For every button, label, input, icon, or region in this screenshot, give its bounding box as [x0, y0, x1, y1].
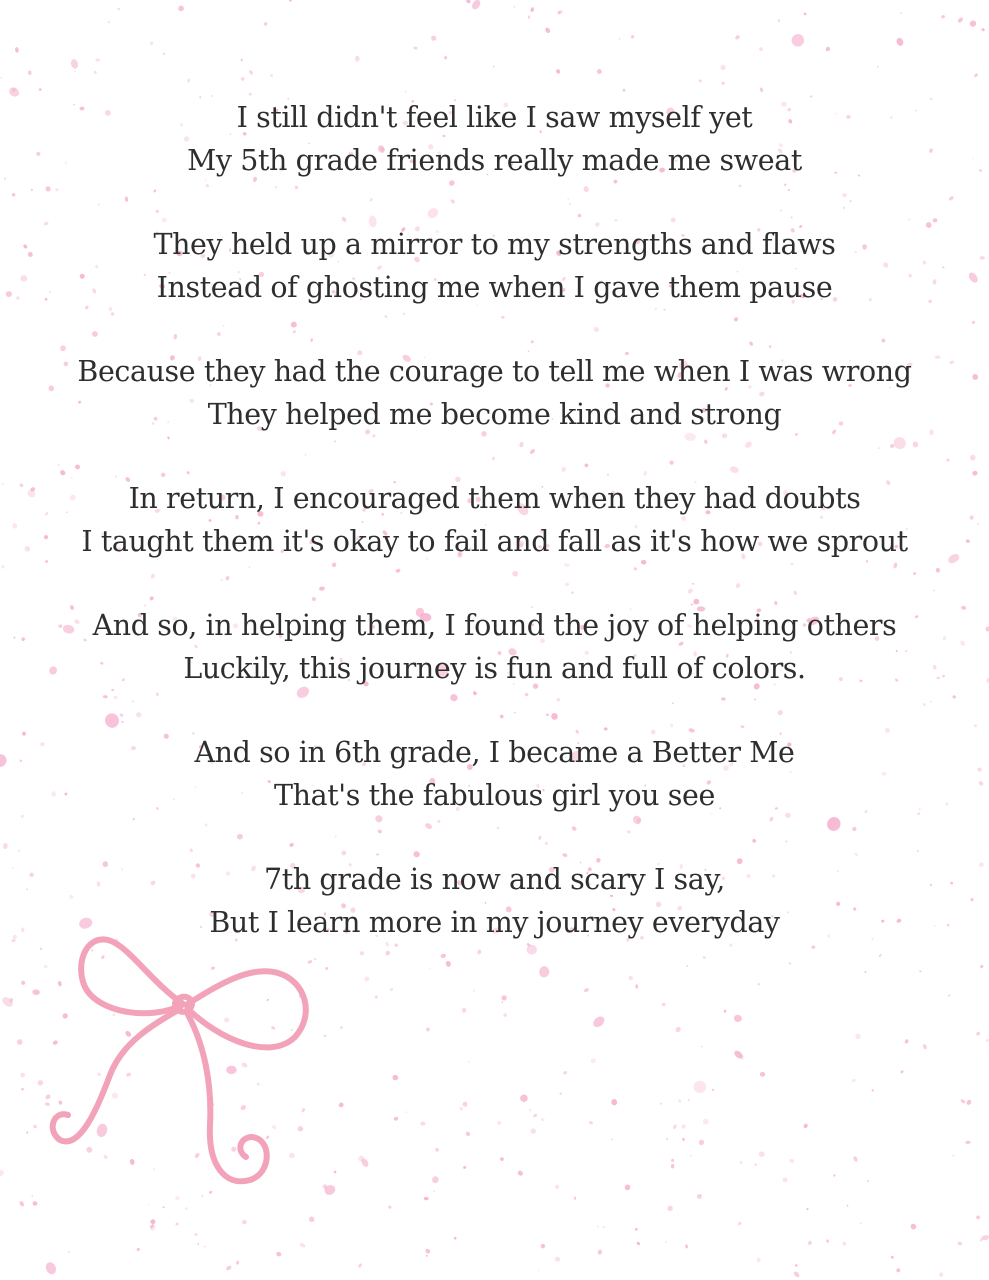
confetti-dot [236, 1260, 240, 1265]
confetti-dot [44, 1261, 58, 1276]
stanza-3 [0, 351, 989, 436]
bow-left-loop [81, 939, 182, 1013]
confetti-dot [826, 1239, 829, 1243]
confetti-dot [719, 64, 726, 71]
confetti-dot [965, 1141, 971, 1145]
confetti-dot [32, 1201, 38, 1207]
confetti-dot [544, 27, 551, 34]
confetti-dot [793, 1271, 801, 1279]
confetti-dot [94, 71, 97, 74]
confetti-dot [136, 1247, 140, 1251]
confetti-dot [358, 1263, 363, 1268]
confetti-dot [622, 88, 626, 92]
confetti-dot [187, 78, 190, 82]
confetti-dot [241, 58, 243, 61]
confetti-dot [895, 37, 904, 47]
confetti-dot [276, 1251, 282, 1256]
confetti-dot [289, 0, 293, 2]
confetti-dot [721, 81, 725, 85]
confetti-dot [420, 1121, 425, 1125]
confetti-dot [738, 1221, 742, 1226]
confetti-dot [204, 1245, 206, 1247]
poem-line: And so, in helping them, I found the joy of helping others [92, 609, 897, 642]
confetti-dot [758, 1151, 765, 1157]
confetti-dot [209, 1190, 213, 1194]
confetti-dot [493, 66, 495, 68]
confetti-dot [540, 1118, 545, 1122]
confetti-dot [957, 17, 964, 24]
confetti-dot [388, 1205, 392, 1209]
confetti-dot [867, 1180, 870, 1183]
confetti-dot [299, 1242, 306, 1248]
confetti-dot [194, 1233, 198, 1237]
confetti-dot [855, 1033, 861, 1039]
confetti-dot [952, 1154, 955, 1156]
confetti-dot [981, 27, 985, 31]
confetti-dot [702, 1117, 710, 1125]
confetti-dot [26, 1131, 29, 1134]
confetti-dot [693, 1080, 707, 1093]
poem-line: Luckily, this journey is fun and full of colors. [183, 651, 806, 685]
confetti-dot [698, 1139, 705, 1146]
confetti-dot [922, 1043, 927, 1049]
confetti-dot [248, 92, 252, 96]
poem-line: They held up a mirror to my strengths and flaws [153, 228, 836, 261]
confetti-dot [685, 1244, 688, 1248]
poem-line: I taught them it's okay to fail and fall as it's how we sprout [81, 524, 908, 558]
confetti-dot [241, 1219, 247, 1225]
confetti-dot [636, 1241, 641, 1246]
stanza-4 [0, 478, 989, 563]
confetti-dot [501, 994, 508, 1001]
confetti-dot [806, 1207, 809, 1210]
confetti-dot [900, 1070, 904, 1074]
confetti-dot [162, 1206, 165, 1208]
confetti-dot [596, 68, 603, 75]
confetti-dot [957, 1241, 962, 1246]
confetti-dot [583, 987, 589, 992]
confetti-dot [975, 1215, 980, 1220]
poem-line: And so in 6th grade, I became a Better Me [194, 736, 795, 769]
confetti-dot [960, 1098, 966, 1104]
confetti-dot [117, 8, 120, 11]
confetti-dot [590, 1057, 597, 1064]
confetti-dot [424, 1197, 429, 1201]
confetti-dot [759, 87, 763, 92]
confetti-dot [197, 1243, 199, 1246]
confetti-dot [635, 1228, 638, 1231]
poem-line: But I learn more in my journey everyday [209, 905, 780, 939]
confetti-dot [672, 1124, 678, 1130]
confetti-dot [681, 1124, 687, 1130]
confetti-dot [529, 1109, 532, 1112]
confetti-dot [597, 1249, 603, 1255]
bow-strokes [53, 939, 306, 1181]
confetti-dot [107, 21, 110, 24]
confetti-dot [0, 1169, 5, 1177]
confetti-dot [32, 989, 40, 995]
confetti-dot [178, 5, 184, 11]
confetti-dot [859, 1222, 861, 1224]
confetti-dot [678, 1099, 682, 1104]
confetti-dot [430, 35, 437, 42]
confetti-dot [659, 1102, 662, 1105]
confetti-dot [698, 79, 702, 83]
confetti-dot [555, 1256, 561, 1262]
confetti-dot [503, 1013, 508, 1018]
confetti-dot [904, 1039, 909, 1044]
stanza-6 [0, 732, 989, 817]
confetti-dot [334, 1170, 337, 1173]
confetti-dot [711, 1088, 715, 1092]
confetti-dot [263, 21, 268, 26]
confetti-dot [517, 1170, 524, 1177]
confetti-dot [696, 1193, 703, 1200]
confetti-dot [877, 65, 879, 68]
poem-line: They helped me become kind and strong [207, 397, 782, 431]
confetti-dot [756, 1257, 762, 1263]
confetti-dot [530, 7, 535, 13]
confetti-dot [444, 56, 448, 60]
confetti-dot [20, 1072, 25, 1077]
confetti-dot [782, 1177, 789, 1183]
confetti-dot [803, 1123, 808, 1129]
confetti-dot [502, 1001, 504, 1003]
stanza-5 [0, 605, 989, 690]
confetti-dot [611, 1138, 613, 1140]
confetti-dot [803, 12, 807, 16]
confetti-dot [851, 1078, 856, 1082]
confetti-dot [459, 1106, 463, 1111]
confetti-dot [938, 1272, 944, 1278]
confetti-dot [463, 1102, 468, 1107]
confetti-dot [463, 1165, 467, 1169]
confetti-dot [688, 1099, 690, 1101]
confetti-dot [661, 1003, 665, 1006]
confetti-dot [540, 1243, 546, 1249]
confetti-dot [473, 989, 475, 992]
confetti-dot [340, 1026, 343, 1029]
confetti-dot [530, 1128, 536, 1134]
confetti-dot [602, 1226, 605, 1228]
confetti-dot [559, 1092, 563, 1096]
confetti-dot [807, 1240, 812, 1246]
confetti-dot [538, 1269, 540, 1270]
confetti-dot [435, 1148, 439, 1152]
confetti-dot [976, 1031, 981, 1036]
confetti-dot [682, 1138, 685, 1142]
confetti-dot [248, 69, 254, 75]
confetti-dot [175, 1222, 179, 1226]
confetti-dot [28, 70, 31, 75]
confetti-dot [665, 1241, 667, 1243]
confetti-dot [16, 1038, 23, 1045]
confetti-dot [846, 1204, 848, 1206]
confetti-dot [95, 58, 100, 61]
confetti-dot [425, 1254, 428, 1257]
confetti-dot [528, 15, 531, 19]
confetti-dot [453, 1236, 457, 1240]
confetti-dot [777, 19, 780, 23]
confetti-dot [425, 1248, 431, 1254]
confetti-dot [947, 994, 950, 997]
confetti-dot [675, 1026, 682, 1033]
confetti-dot [38, 88, 42, 92]
confetti-dot [70, 58, 79, 69]
confetti-dot [404, 90, 407, 93]
confetti-dot [871, 1089, 874, 1092]
confetti-dot [825, 46, 831, 52]
confetti-dot [789, 1158, 795, 1163]
confetti-dot [631, 35, 635, 39]
stanza-2 [0, 224, 989, 309]
confetti-dot [973, 73, 978, 78]
confetti-dot [833, 1174, 836, 1177]
confetti-dot [240, 77, 245, 82]
confetti-dot [31, 1195, 33, 1198]
confetti-dot [392, 1074, 399, 1081]
confetti-dot [520, 1094, 528, 1102]
poem-line: In return, I encouraged them when they had doubts [128, 482, 861, 515]
confetti-dot [853, 1156, 859, 1163]
confetti-dot [225, 1265, 232, 1272]
confetti-dot [671, 1164, 675, 1169]
confetti-dot [19, 1200, 25, 1207]
confetti-dot [789, 31, 807, 49]
confetti-dot [374, 995, 378, 999]
confetti-dot [270, 74, 273, 77]
confetti-dot [33, 1124, 37, 1128]
confetti-dot [624, 1183, 632, 1191]
confetti-dot [556, 69, 561, 75]
confetti-dot [15, 47, 20, 53]
confetti-dot [619, 38, 620, 40]
confetti-dot [666, 1138, 669, 1141]
confetti-dot [465, 1131, 471, 1137]
bow-right-loop [186, 971, 306, 1047]
confetti-dot [468, 1061, 470, 1063]
confetti-dot [842, 1241, 847, 1246]
confetti-dot [426, 1027, 430, 1031]
confetti-dot [563, 1070, 568, 1075]
poem [0, 97, 989, 986]
confetti-dot [21, 1088, 24, 1091]
confetti-dot [740, 1161, 743, 1164]
confetti-dot [591, 1014, 606, 1029]
poem-line: 7th grade is now and scary I say, [264, 863, 725, 896]
confetti-dot [431, 1176, 439, 1184]
confetti-dot [185, 1207, 189, 1210]
confetti-dot [338, 1102, 345, 1108]
confetti-dot [533, 1113, 538, 1118]
confetti-dot [759, 47, 763, 51]
poem-line: My 5th grade friends really made me sweat [187, 143, 802, 177]
confetti-dot [701, 1045, 703, 1047]
confetti-dot [574, 1197, 577, 1201]
confetti-dot [497, 1120, 502, 1125]
confetti-dot [759, 1071, 766, 1077]
confetti-dot [389, 988, 393, 991]
confetti-dot [690, 1155, 692, 1156]
confetti-dot [148, 1204, 150, 1206]
confetti-dot [163, 52, 165, 55]
bow-icon [40, 925, 330, 1190]
poem-line: I still didn't feel like I saw myself yet [236, 101, 753, 134]
confetti-dot [466, 0, 472, 4]
confetti-dot [355, 56, 360, 62]
confetti-dot [966, 1099, 972, 1106]
confetti-dot [941, 14, 946, 19]
confetti-dot [969, 19, 978, 28]
confetti-dot [0, 995, 14, 1009]
confetti-dot [890, 1255, 894, 1259]
confetti-dot [413, 46, 418, 50]
confetti-dot [611, 1099, 618, 1106]
confetti-dot [724, 1009, 727, 1012]
confetti-dot [499, 1156, 504, 1161]
poem-line: Instead of ghosting me when I gave them pause [156, 270, 833, 304]
confetti-dot [74, 70, 76, 72]
confetti-dot [734, 1014, 743, 1022]
stanza-1 [0, 97, 989, 182]
bow-left-tail [53, 1009, 180, 1141]
confetti-dot [150, 41, 154, 45]
confetti-dot [734, 34, 740, 40]
confetti-dot [666, 1205, 674, 1213]
confetti-dot [910, 1223, 918, 1231]
confetti-dot [670, 1158, 674, 1162]
confetti-dot [470, 0, 482, 11]
confetti-dot [150, 1219, 156, 1225]
confetti-dot [596, 1225, 599, 1228]
confetti-dot [900, 12, 903, 14]
confetti-dot [201, 1195, 203, 1197]
confetti-dot [308, 1215, 316, 1223]
poem-line: That's the fabulous girl you see [274, 778, 715, 812]
confetti-dot [896, 1268, 901, 1273]
confetti-dot [462, 1007, 467, 1012]
confetti-dot [175, 1196, 180, 1201]
confetti-dot [405, 1111, 407, 1113]
confetti-dot [0, 76, 2, 79]
confetti-dot [554, 1184, 560, 1190]
poem-line: Because they had the courage to tell me when I was wrong [77, 355, 912, 388]
confetti-dot [795, 1264, 798, 1267]
confetti-dot [433, 1190, 436, 1193]
confetti-dot [513, 5, 516, 8]
confetti-dot [393, 1116, 399, 1121]
confetti-dot [589, 1121, 594, 1125]
confetti-dot [754, 1163, 757, 1166]
confetti-dot [68, 1251, 70, 1253]
